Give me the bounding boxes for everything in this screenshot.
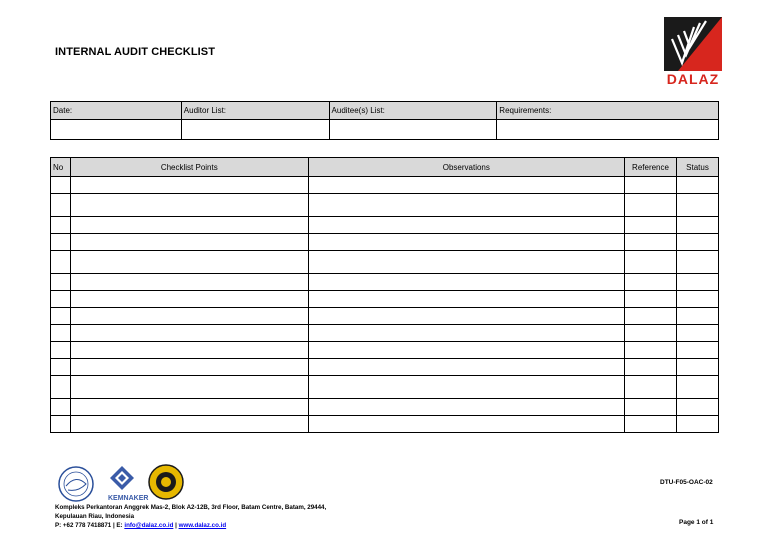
reference-cell[interactable] <box>625 342 677 359</box>
contact-separator: | <box>175 522 177 529</box>
document-number: DTU-F05-OAC-02 <box>660 479 713 486</box>
kemnaker-logo-text: KEMNAKER <box>108 495 149 502</box>
reference-cell[interactable] <box>625 376 677 399</box>
row-number-cell[interactable] <box>51 177 71 194</box>
status-cell[interactable] <box>677 217 719 234</box>
checklist-point-cell[interactable] <box>70 217 308 234</box>
table-row <box>51 359 719 376</box>
observation-cell[interactable] <box>308 194 624 217</box>
observation-cell[interactable] <box>308 291 624 308</box>
row-number-cell[interactable] <box>51 399 71 416</box>
reference-cell[interactable] <box>625 325 677 342</box>
status-cell[interactable] <box>677 177 719 194</box>
status-cell[interactable] <box>677 342 719 359</box>
address-line-2: Kepulauan Riau, Indonesia <box>55 513 135 520</box>
checklist-point-cell[interactable] <box>70 376 308 399</box>
row-number-cell[interactable] <box>51 234 71 251</box>
checklist-point-cell[interactable] <box>70 234 308 251</box>
observation-cell[interactable] <box>308 342 624 359</box>
row-number-cell[interactable] <box>51 416 71 433</box>
table-row <box>51 234 719 251</box>
column-header-status: Status <box>677 158 719 177</box>
table-row <box>51 177 719 194</box>
checklist-point-cell[interactable] <box>70 177 308 194</box>
table-row <box>51 251 719 274</box>
globe-emblem-icon <box>59 467 93 501</box>
company-address <box>55 503 326 530</box>
phone-text: P: +62 778 7418871 | E: <box>55 522 123 529</box>
reference-cell[interactable] <box>625 177 677 194</box>
reference-cell[interactable] <box>625 217 677 234</box>
checklist-point-cell[interactable] <box>70 359 308 376</box>
status-cell[interactable] <box>677 308 719 325</box>
auditee-list-label: Auditee(s) List: <box>329 102 497 120</box>
auditor-list-label: Auditor List: <box>181 102 329 120</box>
seal-emblem-icon <box>149 465 183 499</box>
checklist-point-cell[interactable] <box>70 308 308 325</box>
row-number-cell[interactable] <box>51 291 71 308</box>
reference-cell[interactable] <box>625 194 677 217</box>
status-cell[interactable] <box>677 399 719 416</box>
observation-cell[interactable] <box>308 399 624 416</box>
checklist-point-cell[interactable] <box>70 194 308 217</box>
row-number-cell[interactable] <box>51 359 71 376</box>
requirements-field[interactable] <box>497 120 719 140</box>
reference-cell[interactable] <box>625 234 677 251</box>
row-number-cell[interactable] <box>51 251 71 274</box>
observation-cell[interactable] <box>308 308 624 325</box>
status-cell[interactable] <box>677 274 719 291</box>
column-header-no: No <box>51 158 71 177</box>
status-cell[interactable] <box>677 234 719 251</box>
row-number-cell[interactable] <box>51 217 71 234</box>
checklist-body <box>51 177 719 433</box>
table-row <box>51 217 719 234</box>
status-cell[interactable] <box>677 291 719 308</box>
kemnaker-emblem-icon <box>108 466 148 502</box>
checklist-point-cell[interactable] <box>70 416 308 433</box>
dalaz-logo <box>664 17 722 71</box>
checklist-point-cell[interactable] <box>70 274 308 291</box>
checklist-point-cell[interactable] <box>70 325 308 342</box>
website-link[interactable]: www.dalaz.co.id <box>178 522 227 529</box>
row-number-cell[interactable] <box>51 194 71 217</box>
audit-info-table <box>50 101 719 140</box>
dalaz-logo-text: DALAZ <box>666 71 720 87</box>
date-field[interactable] <box>51 120 182 140</box>
email-link[interactable]: info@dalaz.co.id <box>124 522 174 529</box>
table-row <box>51 274 719 291</box>
table-row <box>51 416 719 433</box>
column-header-checklist-points: Checklist Points <box>70 158 308 177</box>
row-number-cell[interactable] <box>51 308 71 325</box>
row-number-cell[interactable] <box>51 376 71 399</box>
table-row <box>51 376 719 399</box>
column-header-reference: Reference <box>625 158 677 177</box>
observation-cell[interactable] <box>308 234 624 251</box>
status-cell[interactable] <box>677 325 719 342</box>
row-number-cell[interactable] <box>51 342 71 359</box>
table-row <box>51 291 719 308</box>
observation-cell[interactable] <box>308 274 624 291</box>
checklist-point-cell[interactable] <box>70 342 308 359</box>
table-row <box>51 308 719 325</box>
row-number-cell[interactable] <box>51 325 71 342</box>
requirements-label: Requirements: <box>497 102 719 120</box>
status-cell[interactable] <box>677 359 719 376</box>
observation-cell[interactable] <box>308 376 624 399</box>
observation-cell[interactable] <box>308 325 624 342</box>
reference-cell[interactable] <box>625 251 677 274</box>
reference-cell[interactable] <box>625 308 677 325</box>
page-number: Page 1 of 1 <box>679 519 714 526</box>
status-cell[interactable] <box>677 416 719 433</box>
column-header-observations: Observations <box>308 158 624 177</box>
table-row <box>51 194 719 217</box>
date-label: Date: <box>51 102 182 120</box>
reference-cell[interactable] <box>625 416 677 433</box>
checklist-point-cell[interactable] <box>70 399 308 416</box>
reference-cell[interactable] <box>625 291 677 308</box>
reference-cell[interactable] <box>625 399 677 416</box>
status-cell[interactable] <box>677 251 719 274</box>
reference-cell[interactable] <box>625 274 677 291</box>
status-cell[interactable] <box>677 376 719 399</box>
document-title: INTERNAL AUDIT CHECKLIST <box>55 46 216 58</box>
table-row <box>51 399 719 416</box>
checklist-table <box>50 157 719 433</box>
table-row <box>51 342 719 359</box>
contact-line <box>55 521 326 530</box>
row-number-cell[interactable] <box>51 274 71 291</box>
observation-cell[interactable] <box>308 416 624 433</box>
table-row <box>51 325 719 342</box>
observation-cell[interactable] <box>308 177 624 194</box>
auditor-list-field[interactable] <box>181 120 329 140</box>
status-cell[interactable] <box>677 194 719 217</box>
auditee-list-field[interactable] <box>329 120 497 140</box>
address-line-1: Kompleks Perkantoran Anggrek Mas-2, Blok A2-12B, 3rd Floor, Batam Centre, Batam, 29444, <box>55 504 327 511</box>
checklist-point-cell[interactable] <box>70 251 308 274</box>
observation-cell[interactable] <box>308 359 624 376</box>
checklist-point-cell[interactable] <box>70 291 308 308</box>
certification-logos <box>54 462 194 504</box>
observation-cell[interactable] <box>308 217 624 234</box>
observation-cell[interactable] <box>308 251 624 274</box>
reference-cell[interactable] <box>625 359 677 376</box>
